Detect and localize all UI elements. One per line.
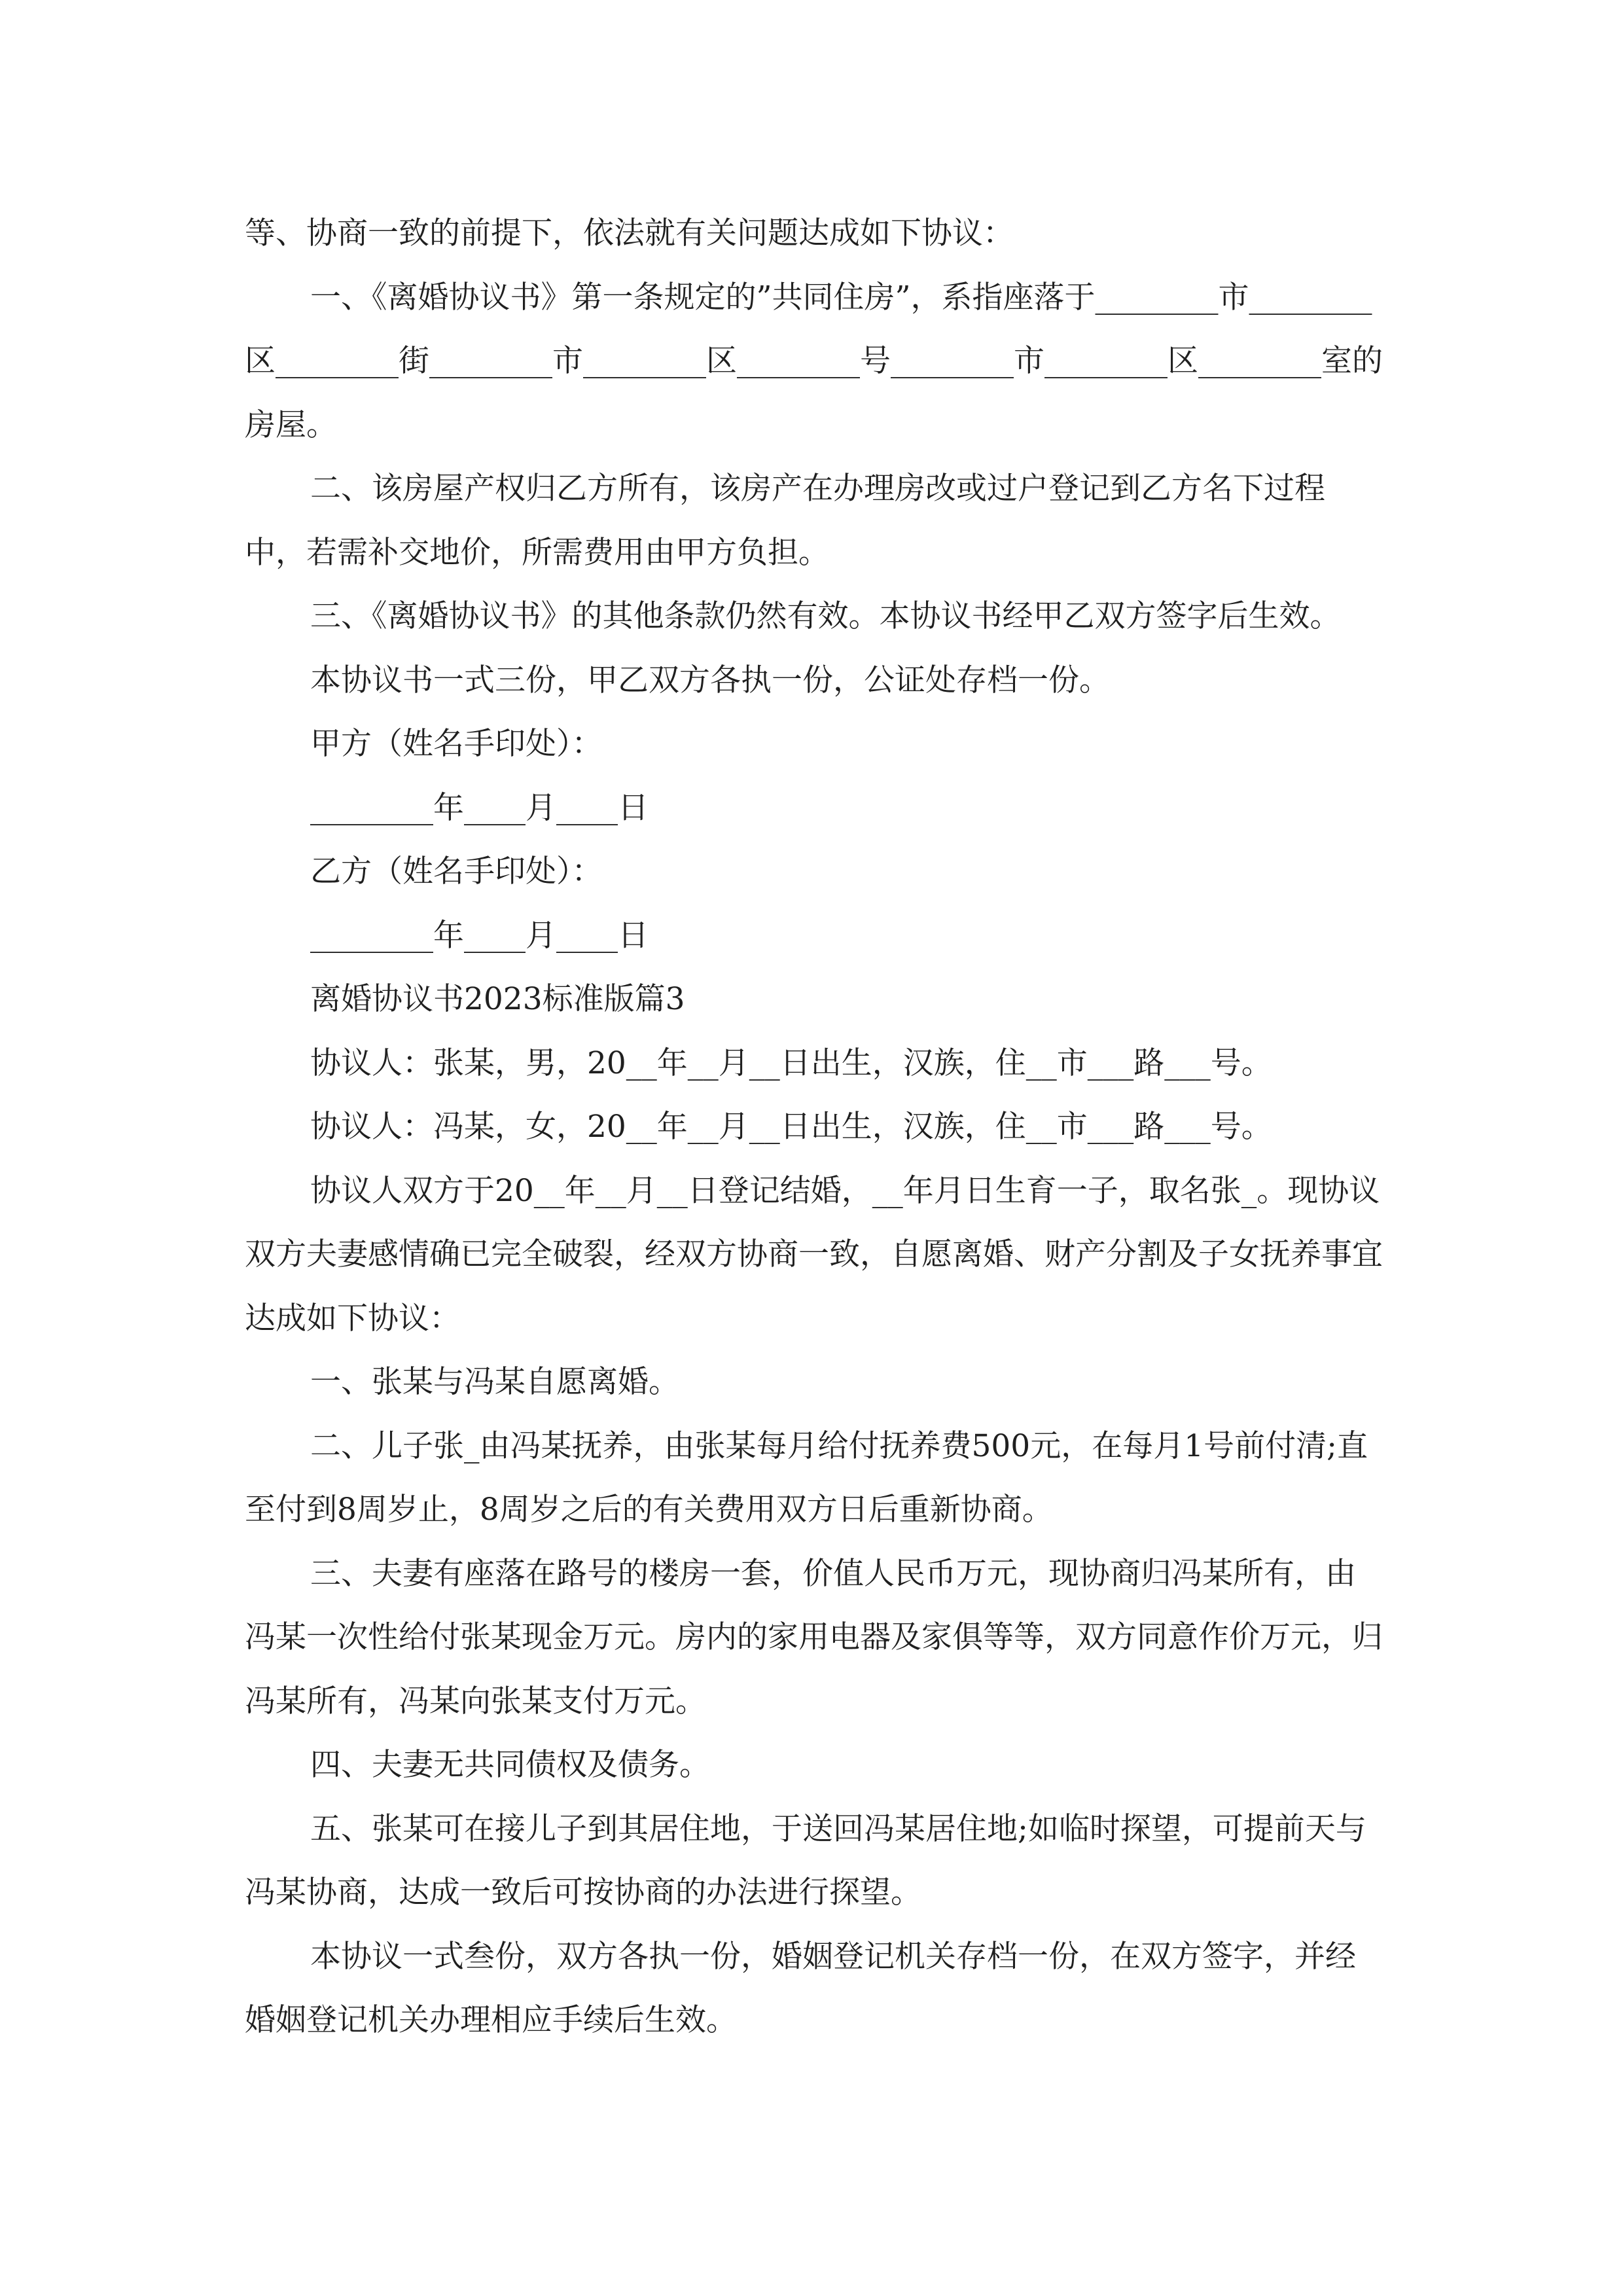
party-a-signature-label: 甲方（姓名手印处）： bbox=[310, 726, 603, 762]
article-1-divorce: 一、张某与冯某自愿离婚。 bbox=[310, 1364, 679, 1400]
document-body bbox=[245, 202, 1383, 2053]
party-b-signature-label: 乙方（姓名手印处）： bbox=[310, 853, 603, 889]
party-zhang-info: 协议人：张某，男，20__年__月__日出生，汉族，住__市___路___号。 bbox=[310, 1045, 1272, 1081]
paragraph-continuation: 等、协商一致的前提下，依法就有关问题达成如下协议： bbox=[245, 215, 1014, 251]
article-5-visitation: 五、张某可在接儿子到其居住地，于送回冯某居住地;如临时探望，可提前天与冯某协商，达成一致后可按协商的办法进行探望。 bbox=[245, 1810, 1366, 1910]
copies-statement: 本协议书一式三份，甲乙双方各执一份，公证处存档一份。 bbox=[310, 662, 1110, 698]
clause-1-shared-house: 一、《离婚协议书》第一条规定的”共同住房”，系指座落于________市________区________街________市________区________号________市________区________室的房屋。 bbox=[245, 279, 1383, 443]
closing-statement: 本协议一式叁份，双方各执一份，婚姻登记机关存档一份，在双方签字，并经婚姻登记机关办理相应手续后生效。 bbox=[245, 1938, 1356, 2038]
clause-3-other-terms: 三、《离婚协议书》的其他条款仍然有效。本协议书经甲乙双方签字后生效。 bbox=[310, 598, 1341, 634]
clause-2-property-rights: 二、该房屋产权归乙方所有，该房产在办理房改或过户登记到乙方名下过程中，若需补交地价，所需费用由甲方负担。 bbox=[245, 471, 1325, 571]
article-4-debts: 四、夫妻无共同债权及债务。 bbox=[310, 1747, 710, 1783]
party-feng-info: 协议人：冯某，女，20__年__月__日出生，汉族，住__市___路___号。 bbox=[310, 1109, 1272, 1145]
section-title: 离婚协议书2023标准版篇3 bbox=[310, 981, 685, 1017]
party-a-date-line: ________年____月____日 bbox=[310, 789, 649, 826]
article-2-child-custody: 二、儿子张_由冯某抚养，由张某每月给付抚养费500元，在每月1号前付清;直至付到8周岁止，8周岁之后的有关费用双方日后重新协商。 bbox=[245, 1427, 1368, 1528]
article-3-property-division: 三、夫妻有座落在路号的楼房一套，价值人民币万元，现协商归冯某所有，由冯某一次性给付张某现金万元。房内的家用电器及家俱等等，双方同意作价万元，归冯某所有，冯某向张某支付万元。 bbox=[245, 1555, 1383, 1719]
agreement-preamble: 协议人双方于20__年__月__日登记结婚，__年月日生育一子，取名张_。现协议双方夫妻感情确已完全破裂，经双方协商一致，自愿离婚、财产分割及子女抚养事宜达成如下协议： bbox=[245, 1172, 1383, 1336]
party-b-date-line: ________年____月____日 bbox=[310, 917, 649, 954]
